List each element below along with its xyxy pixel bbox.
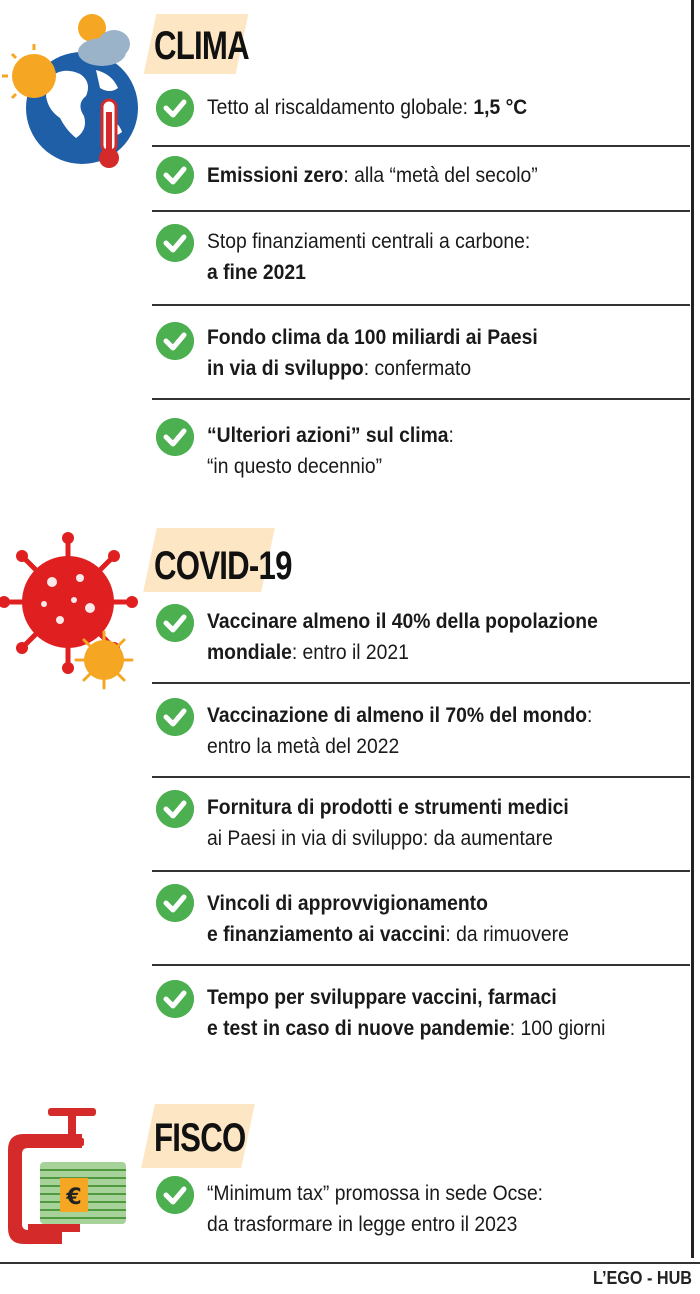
- item-text: : alla “metà del secolo”: [343, 164, 538, 187]
- divider: [152, 398, 690, 400]
- check-icon: [156, 224, 194, 262]
- check-icon: [156, 698, 194, 736]
- item-text-line2: : entro il 2021: [291, 641, 409, 664]
- section-title-covid: COVID-19: [154, 544, 292, 588]
- covid-item-4: [152, 878, 690, 962]
- check-icon: [156, 604, 194, 642]
- item-text-line2: “in questo decennio”: [207, 455, 383, 478]
- covid-item-5: [152, 972, 690, 1056]
- section-title-clima: CLIMA: [154, 24, 249, 68]
- item-text-line2: ai Paesi in via di sviluppo: da aumentare: [207, 827, 553, 850]
- check-icon: [156, 1176, 194, 1214]
- item-text: :: [448, 424, 454, 447]
- item-bold-line2: e test in caso di nuove pandemie: [207, 1017, 510, 1040]
- item-bold: Vincoli di approvvigionamento: [207, 892, 488, 915]
- item-bold: Fornitura di prodotti e strumenti medici: [207, 796, 569, 819]
- item-bold: Fondo clima da 100 miliardi ai Paesi: [207, 326, 538, 349]
- check-icon: [156, 418, 194, 456]
- item-text: :: [587, 704, 593, 727]
- footer-credit: L’EGO - HUB: [592, 1268, 692, 1288]
- check-icon: [156, 322, 194, 360]
- item-bold: Vaccinare almeno il 40% della popolazione: [207, 610, 598, 633]
- globe-thermometer-icon: [0, 8, 150, 168]
- clamp-money-icon: [2, 1104, 142, 1254]
- item-bold: a fine 2021: [207, 261, 306, 284]
- check-icon: [156, 89, 194, 127]
- item-bold: 1,5 °C: [473, 96, 528, 119]
- item-bold: Emissioni zero: [207, 164, 344, 187]
- clima-item-4: [152, 312, 690, 396]
- right-edge-rule: [691, 0, 694, 1258]
- item-text: Tetto al riscaldamento globale:: [207, 96, 474, 119]
- divider: [152, 210, 690, 212]
- item-bold: Tempo per sviluppare vaccini, farmaci: [207, 986, 557, 1009]
- divider: [152, 682, 690, 684]
- covid-item-2: [152, 690, 690, 774]
- clima-item-5: [152, 408, 690, 492]
- item-text-line2: : 100 giorni: [509, 1017, 606, 1040]
- clima-item-3: [152, 218, 690, 302]
- clima-item-2: [152, 152, 690, 206]
- item-bold-line2: mondiale: [207, 641, 292, 664]
- divider: [152, 776, 690, 778]
- item-bold-line2: in via di sviluppo: [207, 357, 364, 380]
- item-bold: “Ulteriori azioni” sul clima: [207, 424, 449, 447]
- clima-item-1: [152, 86, 690, 140]
- item-text-line2: : da rimuovere: [445, 923, 569, 946]
- check-icon: [156, 790, 194, 828]
- divider: [152, 304, 690, 306]
- check-icon: [156, 980, 194, 1018]
- svg-text:€: €: [66, 1185, 82, 1210]
- divider: [152, 145, 690, 147]
- item-text: “Minimum tax” promossa in sede Ocse:: [207, 1182, 544, 1205]
- item-bold-line2: e finanziamento ai vaccini: [207, 923, 446, 946]
- item-bold: Vaccinazione di almeno il 70% del mondo: [207, 704, 588, 727]
- check-icon: [156, 884, 194, 922]
- covid-item-3: [152, 784, 690, 868]
- item-text: Stop finanziamenti centrali a carbone:: [207, 230, 531, 253]
- virus-icon: [0, 530, 145, 695]
- section-title-fisco: FISCO: [154, 1116, 246, 1160]
- check-icon: [156, 156, 194, 194]
- covid-item-1: [152, 600, 690, 680]
- item-text-line2: da trasformare in legge entro il 2023: [207, 1213, 518, 1236]
- divider: [152, 870, 690, 872]
- fisco-item-1: [152, 1172, 690, 1252]
- divider: [152, 964, 690, 966]
- item-text-line2: entro la metà del 2022: [207, 735, 400, 758]
- item-text-line2: : confermato: [363, 357, 472, 380]
- bottom-rule: [0, 1262, 700, 1264]
